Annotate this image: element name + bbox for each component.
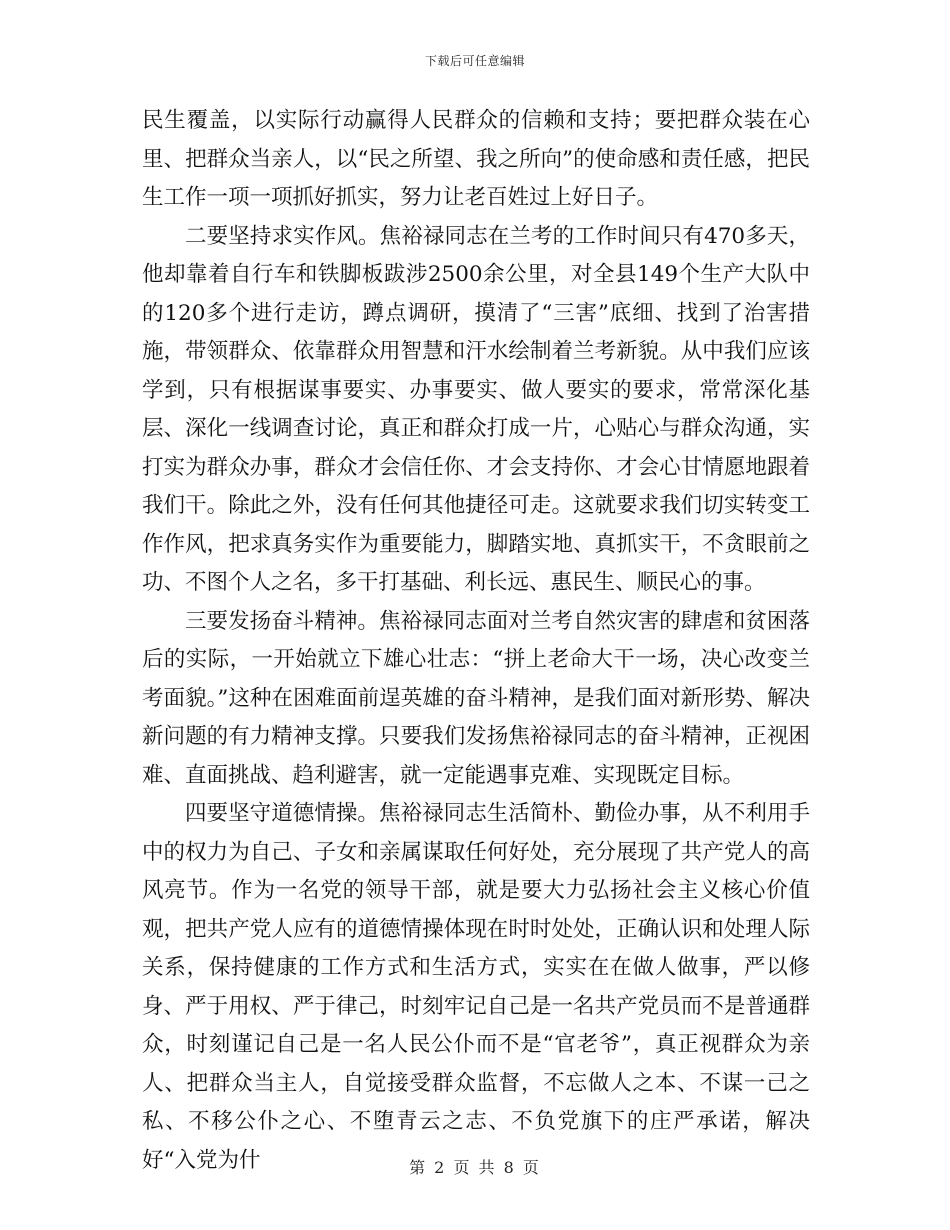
paragraph-2: 二要坚持求实作风。焦裕禄同志在兰考的工作时间只有470多天，他却靠着自行车和铁脚板跋涉2500余公里，对全县149个生产大队中的120多个进行走访，蹲点调研，摸清了“三害”底细、找到了治害措施，带领群众、依靠群众用智慧和汗水绘制着兰考新貌。从中我们应该学到，只有根据谋事要实、办事要实、做人要实的要求，常常深化基层、深化一线调查讨论，真正和群众打成一片，心贴心与群众沟通，实打实为群众办事，群众才会信任你、才会支持你、才会心甘情愿地跟着我们干。除此之外，没有任何其他捷径可走。这就要求我们切实转变工作作风，把求真务实作为重要能力，脚踏实地、真抓实干，不贪眼前之功、不图个人之名，多干打基础、利长远、惠民生、顺民心的事。 xyxy=(142,223,810,595)
paragraph-3: 三要发扬奋斗精神。焦裕禄同志面对兰考自然灾害的肆虐和贫困落后的实际，一开始就立下雄心壮志：“拼上老命大干一场，决心改变兰考面貌。”这种在困难面前逞英雄的奋斗精神，是我们面对新形势、解决新问题的有力精神支撑。只要我们发扬焦裕禄同志的奋斗精神，正视困难、直面挑战、趋利避害，就一定能遇事克难、实现既定目标。 xyxy=(142,608,810,788)
document-body xyxy=(142,102,810,1180)
paragraph-1: 民生覆盖，以实际行动赢得人民群众的信赖和支持；要把群众装在心里、把群众当亲人，以“民之所望、我之所向”的使命感和责任感，把民生工作一项一项抓好抓实，努力让老百姓过上好日子。 xyxy=(142,108,810,210)
page-header: 下载后可任意编辑 xyxy=(424,54,525,68)
page-footer: 第 2 页 共 8 页 xyxy=(409,1158,541,1177)
paragraph-4: 四要坚守道德情操。焦裕禄同志生活简朴、勤俭办事，从不利用手中的权力为自己、子女和亲属谋取任何好处，充分展现了共产党人的高风亮节。作为一名党的领导干部，就是要大力弘扬社会主义核心价值观，把共产党人应有的道德情操体现在时时处处，正确认识和处理人际关系，保持健康的工作方式和生活方式，实实在在做人做事，严以修身、严于用权、严于律己，时刻牢记自己是一名共产党员而不是普通群众，时刻谨记自己是一名人民公仆而不是“官老爷”，真正视群众为亲人、把群众当主人，自觉接受群众监督，不忘做人之本、不谋一己之私、不移公仆之心、不堕青云之志、不负党旗下的庄严承诺，解决好“入党为什 xyxy=(142,801,810,1173)
